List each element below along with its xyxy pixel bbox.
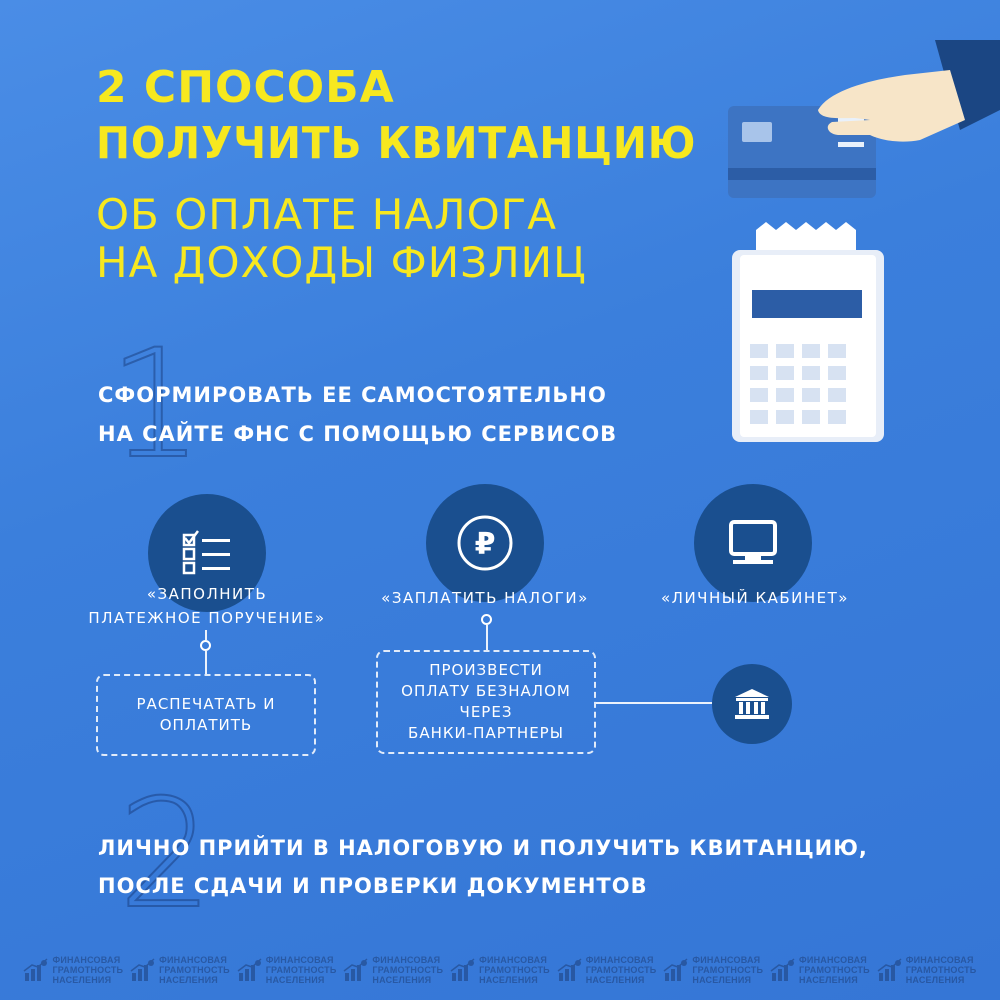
service-label-line1: «ЗАПОЛНИТЬ (146, 585, 268, 603)
footer-logo-line1: ФИНАНСОВАЯ (905, 955, 974, 965)
footer-logo-line3: НАСЕЛЕНИЯ (905, 975, 965, 985)
growth-chart-icon (237, 957, 263, 983)
footer-logo-line1: ФИНАНСОВАЯ (159, 955, 228, 965)
footer-logo-line2: ГРАМОТНОСТЬ (372, 965, 444, 975)
bank-line1: ПРОИЗВЕСТИ (429, 661, 543, 679)
financial-literacy-logo (237, 955, 337, 985)
print-line2: ОПЛАТИТЬ (159, 716, 253, 734)
financial-literacy-logo (343, 955, 443, 985)
footer-logo-line3: НАСЕЛЕНИЯ (372, 975, 432, 985)
financial-literacy-logo (450, 955, 550, 985)
card-terminal-illustration (720, 40, 1000, 450)
service-label-personal-account: «ЛИЧНЫЙ КАБИНЕТ» (661, 589, 849, 607)
service-label-fill-order (70, 582, 344, 630)
print-and-pay-box (96, 674, 316, 756)
terminal-screen (752, 290, 862, 318)
footer-logo-line1: ФИНАНСОВАЯ (52, 955, 121, 965)
footer-logo-line3: НАСЕЛЕНИЯ (692, 975, 752, 985)
bank-payment-box (376, 650, 596, 754)
growth-chart-icon (343, 957, 369, 983)
footer-logo-text (479, 955, 550, 985)
footer-logo-line1: ФИНАНСОВАЯ (265, 955, 334, 965)
footer-logo-line3: НАСЕЛЕНИЯ (159, 975, 218, 985)
connector-dot (481, 614, 492, 625)
step2-text-line1: ЛИЧНО ПРИЙТИ В НАЛОГОВУЮ И ПОЛУЧИТЬ КВИТАНЦИЮ, (98, 836, 868, 860)
footer-logo-line3: НАСЕЛЕНИЯ (479, 975, 538, 985)
svg-text:₽: ₽ (474, 527, 496, 562)
footer-logo-line2: ГРАМОТНОСТЬ (52, 965, 124, 975)
page-title-line1: 2 СПОСОБА (96, 62, 395, 113)
financial-literacy-logo (23, 955, 123, 985)
connector-line (205, 651, 207, 674)
bank-line2: ОПЛАТУ БЕЗНАЛОМ (401, 682, 571, 700)
hand-shape (818, 70, 965, 142)
service-pay-taxes (426, 484, 544, 602)
connector-dot (200, 640, 211, 651)
connector-line (205, 630, 207, 640)
step1-text-line2: НА САЙТЕ ФНС С ПОМОЩЬЮ СЕРВИСОВ (98, 422, 618, 446)
footer-logo-line1: ФИНАНСОВАЯ (799, 955, 867, 965)
growth-chart-icon (770, 957, 796, 983)
footer-logo-line2: ГРАМОТНОСТЬ (905, 965, 977, 975)
footer-logo-line2: ГРАМОТНОСТЬ (265, 965, 337, 975)
step-number-1: 1 (108, 318, 204, 492)
footer-logo-line1: ФИНАНСОВАЯ (692, 955, 761, 965)
service-label-line2: ПЛАТЕЖНОЕ ПОРУЧЕНИЕ» (88, 609, 326, 627)
growth-chart-icon (450, 957, 476, 983)
footer-logo-text (906, 955, 977, 985)
step1-text-line1: СФОРМИРОВАТЬ ЕЕ САМОСТОЯТЕЛЬНО (98, 383, 607, 407)
bank-line4: БАНКИ-ПАРТНЕРЫ (408, 724, 564, 742)
growth-chart-icon (130, 957, 156, 983)
connector-line-bank (596, 702, 712, 704)
step-number-2: 2 (118, 768, 214, 942)
financial-literacy-logo (770, 955, 870, 985)
footer-logo-line3: НАСЕЛЕНИЯ (585, 975, 645, 985)
footer-logo-text (52, 955, 123, 985)
growth-chart-icon (557, 957, 583, 983)
service-personal-account (694, 484, 812, 602)
financial-literacy-logo (663, 955, 763, 985)
financial-literacy-logo (557, 955, 657, 985)
financial-literacy-logo (130, 955, 230, 985)
footer-logo-text (266, 955, 337, 985)
footer-logo-line2: ГРАМОТНОСТЬ (159, 965, 230, 975)
footer-logo-line3: НАСЕЛЕНИЯ (799, 975, 858, 985)
footer-logo-line2: ГРАМОТНОСТЬ (479, 965, 550, 975)
bank-circle (712, 664, 792, 744)
footer-logo-line2: ГРАМОТНОСТЬ (585, 965, 657, 975)
footer-logo-text (799, 955, 870, 985)
footer-logo-text (372, 955, 443, 985)
growth-chart-icon (23, 957, 49, 983)
footer-logo-line2: ГРАМОТНОСТЬ (799, 965, 870, 975)
print-line1: РАСПЕЧАТАТЬ И (136, 695, 276, 713)
footer-logo-line3: НАСЕЛЕНИЯ (265, 975, 325, 985)
service-label-pay-taxes: «ЗАПЛАТИТЬ НАЛОГИ» (381, 589, 589, 607)
footer-logo-line1: ФИНАНСОВАЯ (585, 955, 654, 965)
footer-logo-line3: НАСЕЛЕНИЯ (52, 975, 112, 985)
computer-icon (725, 518, 781, 568)
footer-logo-text (159, 955, 230, 985)
connector-line (486, 625, 488, 650)
footer-logo-line1: ФИНАНСОВАЯ (372, 955, 441, 965)
page-subtitle-line2: НА ДОХОДЫ ФИЗЛИЦ (96, 238, 587, 287)
bank-icon (734, 688, 770, 720)
step2-text-line2: ПОСЛЕ СДАЧИ И ПРОВЕРКИ ДОКУМЕНТОВ (98, 874, 648, 898)
bank-line3: ЧЕРЕЗ (459, 703, 513, 721)
growth-chart-icon (663, 957, 689, 983)
footer-logo-text (586, 955, 657, 985)
page-title-line2: ПОЛУЧИТЬ КВИТАНЦИЮ (96, 118, 697, 169)
footer-logo-line1: ФИНАНСОВАЯ (479, 955, 548, 965)
growth-chart-icon (877, 957, 903, 983)
footer-logo-line2: ГРАМОТНОСТЬ (692, 965, 764, 975)
footer-logo-text (692, 955, 763, 985)
footer-logo-strip (0, 940, 1000, 1000)
checklist-icon (180, 529, 234, 577)
page-subtitle-line1: ОБ ОПЛАТЕ НАЛОГА (96, 190, 558, 239)
financial-literacy-logo (877, 955, 977, 985)
ruble-icon (455, 513, 515, 573)
